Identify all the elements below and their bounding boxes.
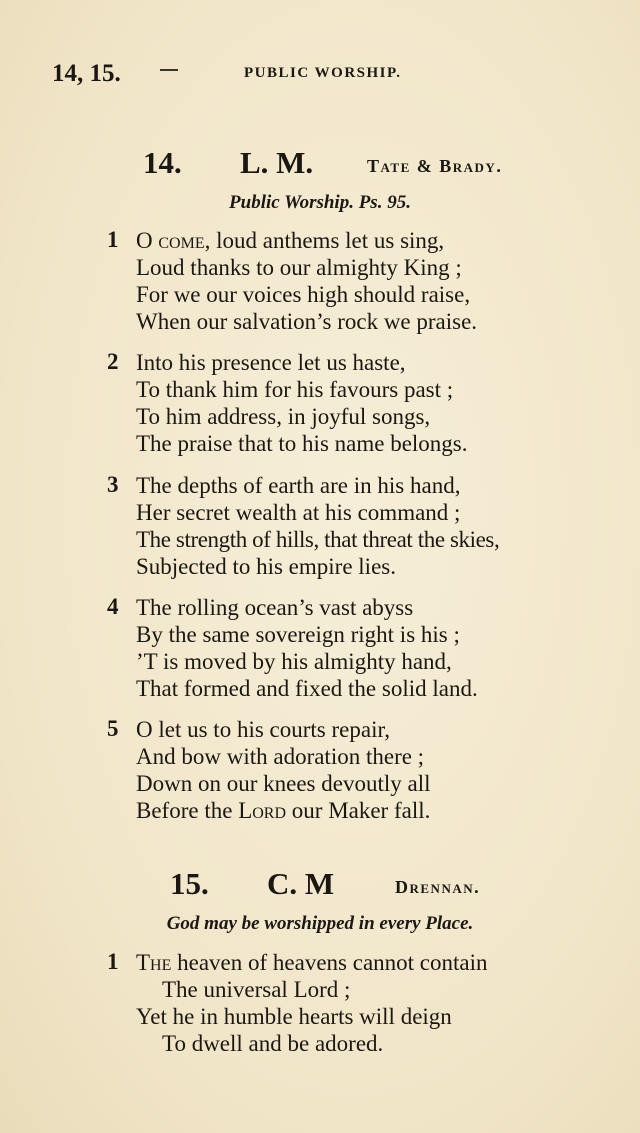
verse-line: Down on our knees devoutly all bbox=[136, 771, 431, 796]
verse-line: For we our voices high should raise, bbox=[136, 282, 471, 307]
hymn-subtitle: Public Worship. Ps. 95. bbox=[229, 192, 411, 213]
verse-line: Loud thanks to our almighty King ; bbox=[136, 255, 462, 280]
verse-line: The praise that to his name belongs. bbox=[136, 431, 468, 456]
hymn-header bbox=[0, 145, 640, 185]
verse-line: Her secret wealth at his command ; bbox=[136, 500, 461, 525]
verse-number: 3 bbox=[107, 472, 119, 497]
hymn-header bbox=[0, 866, 640, 906]
verse-number: 1 bbox=[107, 227, 119, 252]
hymn-subtitle: God may be worshipped in every Place. bbox=[166, 913, 474, 934]
verse-line: The rolling ocean’s vast abyss bbox=[136, 595, 414, 620]
running-title: PUBLIC WORSHIP. bbox=[244, 65, 402, 81]
verse-line: O come, loud anthems let us sing, bbox=[136, 228, 445, 253]
verse-line: Yet he in humble hearts will deign bbox=[136, 1004, 452, 1029]
verse-line: ’T is moved by his almighty hand, bbox=[136, 649, 452, 674]
verse-number: 1 bbox=[107, 949, 119, 974]
verse-line: Subjected to his empire lies. bbox=[136, 554, 396, 579]
verse-line: The heaven of heavens cannot contain bbox=[136, 950, 488, 975]
verse-line: The universal Lord ; bbox=[162, 977, 351, 1002]
hymn-number: 15. bbox=[170, 866, 209, 901]
verse-line: The strength of hills, that threat the skies, bbox=[136, 527, 500, 552]
verse-number: 4 bbox=[107, 594, 119, 619]
hymn-meter: L. M. bbox=[240, 145, 314, 180]
hymn-number: 14. bbox=[143, 145, 182, 180]
verse-line: That formed and fixed the solid land. bbox=[136, 676, 478, 701]
verse-number: 2 bbox=[107, 349, 119, 374]
verse-line: Into his presence let us haste, bbox=[136, 350, 406, 375]
verse-number: 5 bbox=[107, 716, 119, 741]
page-numbers: 14, 15. bbox=[52, 60, 121, 87]
hymn-author: Tate & Brady. bbox=[367, 156, 503, 176]
verse-line: To him address, in joyful songs, bbox=[136, 404, 431, 429]
hymn-meter: C. M bbox=[267, 866, 335, 901]
verse-line: By the same sovereign right is his ; bbox=[136, 622, 460, 647]
verse-line: When our salvation’s rock we praise. bbox=[136, 309, 478, 334]
verse-line: To thank him for his favours past ; bbox=[136, 377, 454, 402]
verse-line: And bow with adoration there ; bbox=[136, 744, 425, 769]
verse-line: The depths of earth are in his hand, bbox=[136, 473, 461, 498]
verse-line: O let us to his courts repair, bbox=[136, 717, 390, 742]
printer-mark bbox=[160, 69, 178, 71]
verse-line: To dwell and be adored. bbox=[162, 1031, 384, 1056]
verse-line: Before the Lord our Maker fall. bbox=[136, 798, 431, 823]
running-head bbox=[0, 60, 640, 90]
hymn-author: Drennan. bbox=[395, 877, 481, 897]
